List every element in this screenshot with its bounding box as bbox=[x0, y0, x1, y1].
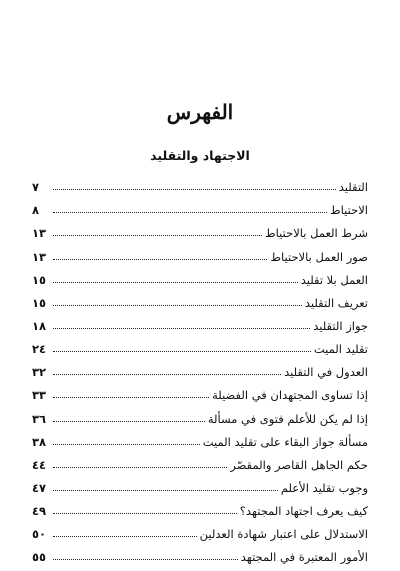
toc-page-number: ١٨ bbox=[32, 318, 47, 333]
toc-entry-title: تقليد الميت bbox=[313, 342, 368, 357]
toc-entry-title: التقليد bbox=[338, 180, 368, 195]
toc-page-number: ٣٨ bbox=[32, 434, 47, 449]
toc-page-number: ٥٥ bbox=[32, 550, 47, 565]
toc-entry-title: العمل بلا تقليد bbox=[300, 272, 368, 287]
dot-leader bbox=[53, 188, 336, 190]
toc-entry bbox=[32, 310, 368, 333]
toc-page-number: ٤٧ bbox=[32, 480, 47, 495]
toc-entry bbox=[32, 426, 368, 449]
page-title: الفهرس bbox=[166, 100, 234, 124]
toc-page-number: ٢٤ bbox=[32, 342, 47, 357]
dot-leader bbox=[53, 420, 205, 422]
toc-entry bbox=[32, 449, 368, 472]
toc-page-number: ٣٢ bbox=[32, 365, 47, 380]
dot-leader bbox=[53, 211, 327, 213]
toc-entry bbox=[32, 472, 368, 495]
toc-entry bbox=[32, 518, 368, 541]
toc-page-number: ٤٩ bbox=[32, 504, 47, 519]
toc-page-number: ١٥ bbox=[32, 272, 47, 287]
toc-page-number: ٤٤ bbox=[32, 457, 47, 472]
toc-page-number: ٣٦ bbox=[32, 411, 47, 426]
toc-entry-title: إذا لم يكن للأعلم فتوى في مسألة bbox=[207, 411, 368, 426]
toc-entry-title: جواز التقليد bbox=[313, 318, 368, 333]
dot-leader bbox=[53, 535, 197, 537]
dot-leader bbox=[53, 443, 200, 445]
toc-page-number: ٥٠ bbox=[32, 527, 47, 542]
toc-entry-title: كيف يعرف اجتهاد المجتهد؟ bbox=[239, 504, 368, 519]
dot-leader bbox=[53, 466, 227, 468]
toc-page-number: ١٣ bbox=[32, 226, 47, 241]
dot-leader bbox=[53, 489, 278, 491]
toc-entry-title: مسألة جواز البقاء على تقليد الميت bbox=[202, 434, 368, 449]
toc-entry-title: صور العمل بالاحتياط bbox=[270, 249, 368, 264]
dot-leader bbox=[53, 258, 267, 260]
toc-entry bbox=[32, 240, 368, 263]
dot-leader bbox=[53, 373, 281, 375]
toc-entry bbox=[32, 402, 368, 425]
dot-leader bbox=[53, 396, 209, 398]
toc-page-number: ٣٣ bbox=[32, 388, 47, 403]
toc-entry-title: تعريف التقليد bbox=[304, 295, 368, 310]
toc-entry bbox=[32, 495, 368, 518]
toc-entry-title: شرط العمل بالاحتياط bbox=[265, 226, 368, 241]
dot-leader bbox=[53, 327, 310, 329]
toc-entry-title: العدول في التقليد bbox=[284, 365, 368, 380]
dot-leader bbox=[53, 558, 238, 560]
toc-entry bbox=[32, 264, 368, 287]
toc-entry bbox=[32, 333, 368, 356]
toc-entry-title: حكم الجاهل القاصر والمقصّر bbox=[230, 457, 368, 472]
table-of-contents bbox=[32, 171, 368, 564]
dot-leader bbox=[53, 512, 237, 514]
toc-entry-title: الاحتياط bbox=[330, 203, 368, 218]
toc-entry bbox=[32, 217, 368, 240]
toc-page-number: ١٣ bbox=[32, 249, 47, 264]
toc-entry-title: الاستدلال على اعتبار شهادة العدلين bbox=[199, 527, 368, 542]
toc-entry bbox=[32, 171, 368, 194]
dot-leader bbox=[53, 281, 298, 283]
dot-leader bbox=[53, 304, 302, 306]
toc-entry bbox=[32, 541, 368, 564]
toc-entry bbox=[32, 194, 368, 217]
toc-page-number: ٨ bbox=[32, 203, 40, 218]
toc-page-number: ٧ bbox=[32, 180, 40, 195]
section-heading: الاجتهاد والتقليد bbox=[150, 148, 250, 163]
dot-leader bbox=[53, 350, 311, 352]
toc-entry-title: إذا تساوى المجتهدان في الفضيلة bbox=[212, 388, 368, 403]
dot-leader bbox=[53, 234, 262, 236]
toc-entry-title: الأمور المعتبرة في المجتهد bbox=[240, 550, 368, 565]
toc-entry bbox=[32, 379, 368, 402]
toc-entry-title: وجوب تقليد الأعلم bbox=[280, 480, 368, 495]
toc-entry bbox=[32, 356, 368, 379]
toc-entry bbox=[32, 287, 368, 310]
toc-page-number: ١٥ bbox=[32, 295, 47, 310]
